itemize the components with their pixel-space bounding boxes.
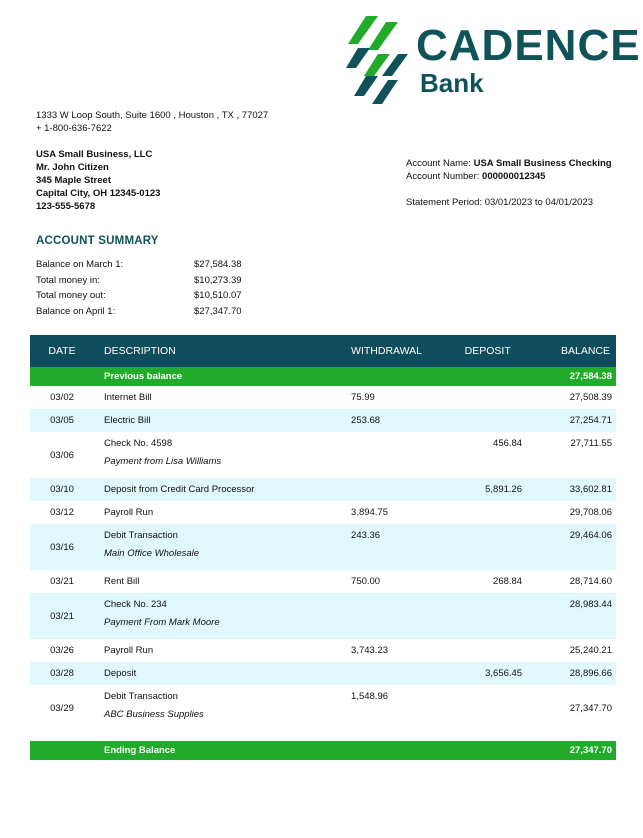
row-description-cell xyxy=(94,593,341,639)
row-deposit xyxy=(453,639,522,662)
account-info xyxy=(406,157,612,183)
customer-block xyxy=(36,148,160,213)
row-balance: 27,508.39 xyxy=(522,386,616,409)
transactions-table xyxy=(30,335,616,760)
account-summary-title: ACCOUNT SUMMARY xyxy=(36,235,159,247)
statement-period-value: 03/01/2023 to 04/01/2023 xyxy=(484,197,593,208)
row-description: Debit Transaction xyxy=(104,691,178,702)
row-description: Check No. 234 xyxy=(104,599,167,610)
table-row xyxy=(30,593,616,639)
row-deposit xyxy=(453,501,522,524)
row-description: Internet Bill xyxy=(94,386,341,409)
row-balance: 28,983.44 xyxy=(522,593,616,639)
row-balance: 29,464.06 xyxy=(522,524,616,570)
row-withdrawal: 1,548.96 xyxy=(341,685,453,731)
row-deposit xyxy=(453,524,522,570)
bank-logo xyxy=(344,14,641,106)
row-description: Check No. 4598 xyxy=(104,438,173,449)
row-description-cell xyxy=(94,432,341,478)
summary-label: Total money in: xyxy=(36,274,100,286)
ending-balance-label: Ending Balance xyxy=(94,741,341,760)
row-deposit: 456.84 xyxy=(453,432,522,478)
previous-balance-row xyxy=(30,367,616,386)
row-date: 03/28 xyxy=(30,662,94,685)
row-date: 03/05 xyxy=(30,409,94,432)
table-row xyxy=(30,501,616,524)
bank-address-line: 1333 W Loop South, Suite 1600 , Houston , TX , 77027 xyxy=(36,110,269,121)
row-sub-description: Payment From Mark Moore xyxy=(104,617,220,628)
header-balance: BALANCE xyxy=(522,335,616,367)
table-row xyxy=(30,570,616,593)
account-name-label: Account Name: xyxy=(406,158,471,169)
customer-phone: 123-555-5678 xyxy=(36,201,96,212)
account-summary xyxy=(36,259,254,321)
row-sub-description: ABC Business Supplies xyxy=(104,709,204,720)
customer-city: Capital City, OH 12345-0123 xyxy=(36,188,161,199)
customer-name: Mr. John Citizen xyxy=(36,162,109,173)
row-withdrawal: 75.99 xyxy=(341,386,453,409)
row-withdrawal xyxy=(341,662,453,685)
statement-period-label: Statement Period: xyxy=(406,197,483,208)
account-name: USA Small Business Checking xyxy=(473,158,612,169)
row-date: 03/29 xyxy=(30,685,94,731)
row-date: 03/21 xyxy=(30,570,94,593)
table-row xyxy=(30,386,616,409)
row-deposit xyxy=(453,593,522,639)
ending-balance-value: 27,347.70 xyxy=(522,741,616,760)
row-withdrawal xyxy=(341,478,453,501)
header-deposit: DEPOSIT xyxy=(453,335,522,367)
row-withdrawal: 3,894.75 xyxy=(341,501,453,524)
row-balance: 29,708.06 xyxy=(522,501,616,524)
previous-balance-value: 27,584.38 xyxy=(522,367,616,386)
row-balance: 33,602.81 xyxy=(522,478,616,501)
summary-label: Total money out: xyxy=(36,290,106,301)
summary-value: $10,510.07 xyxy=(194,290,242,301)
header-description: DESCRIPTION xyxy=(94,335,341,367)
row-description: Deposit xyxy=(94,662,341,685)
previous-balance-label: Previous balance xyxy=(94,367,341,386)
row-description: Debit Transaction xyxy=(104,530,178,541)
table-row xyxy=(30,409,616,432)
summary-label: Balance on March 1: xyxy=(36,259,124,270)
row-date: 03/21 xyxy=(30,593,94,639)
row-deposit: 268.84 xyxy=(453,570,522,593)
header-date: DATE xyxy=(30,335,94,367)
table-spacer xyxy=(30,731,616,741)
row-date: 03/26 xyxy=(30,639,94,662)
bank-name: CADENCE xyxy=(416,21,641,70)
row-balance: 28,896.66 xyxy=(522,662,616,685)
summary-value: $10,273.39 xyxy=(194,274,242,286)
row-balance: 27,254.71 xyxy=(522,409,616,432)
row-deposit: 3,656.45 xyxy=(453,662,522,685)
row-description: Payroll Run xyxy=(94,639,341,662)
row-deposit: 5,891.26 xyxy=(453,478,522,501)
bank-subname: Bank xyxy=(420,68,484,98)
row-date: 03/02 xyxy=(30,386,94,409)
table-row xyxy=(30,432,616,478)
table-row xyxy=(30,662,616,685)
row-description-cell xyxy=(94,524,341,570)
row-description: Payroll Run xyxy=(94,501,341,524)
row-balance: 28,714.60 xyxy=(522,570,616,593)
row-withdrawal: 253.68 xyxy=(341,409,453,432)
table-header-row xyxy=(30,335,616,367)
account-number: 000000012345 xyxy=(482,171,546,182)
row-description: Rent Bill xyxy=(94,570,341,593)
row-withdrawal: 243.36 xyxy=(341,524,453,570)
bank-phone: + 1-800-636-7622 xyxy=(36,123,112,134)
summary-row xyxy=(36,259,254,275)
row-date: 03/06 xyxy=(30,432,94,478)
table-row xyxy=(30,685,616,731)
row-date: 03/12 xyxy=(30,501,94,524)
bank-address xyxy=(36,109,268,135)
row-deposit xyxy=(453,685,522,731)
account-number-line xyxy=(406,170,612,183)
row-balance: 25,240.21 xyxy=(522,639,616,662)
row-withdrawal: 3,743.23 xyxy=(341,639,453,662)
row-withdrawal: 750.00 xyxy=(341,570,453,593)
row-balance: 27,711.55 xyxy=(522,432,616,478)
customer-company: USA Small Business, LLC xyxy=(36,149,153,160)
row-sub-description: Payment from Lisa Williams xyxy=(104,456,222,467)
row-deposit xyxy=(453,409,522,432)
row-sub-description: Main Office Wholesale xyxy=(104,548,200,559)
table-row xyxy=(30,478,616,501)
cadence-leaf-icon xyxy=(344,14,408,106)
row-description: Deposit from Credit Card Processor xyxy=(94,478,341,501)
summary-row xyxy=(36,306,254,322)
row-description: Electric Bill xyxy=(94,409,341,432)
row-date: 03/16 xyxy=(30,524,94,570)
summary-label: Balance on April 1: xyxy=(36,305,116,317)
row-description-cell xyxy=(94,685,341,731)
row-withdrawal xyxy=(341,432,453,478)
row-date: 03/10 xyxy=(30,478,94,501)
account-name-line xyxy=(406,157,612,170)
header-withdrawal: WITHDRAWAL xyxy=(341,335,453,367)
table-row xyxy=(30,639,616,662)
summary-row xyxy=(36,290,254,306)
account-number-label: Account Number: xyxy=(406,171,480,182)
row-withdrawal xyxy=(341,593,453,639)
customer-street: 345 Maple Street xyxy=(36,175,111,186)
table-row xyxy=(30,524,616,570)
summary-row xyxy=(36,275,254,291)
ending-balance-row xyxy=(30,741,616,760)
statement-period xyxy=(406,197,593,208)
row-deposit xyxy=(453,386,522,409)
row-balance: 27,347.70 xyxy=(522,685,616,731)
summary-value: $27,584.38 xyxy=(194,259,242,270)
summary-value: $27,347.70 xyxy=(194,305,242,317)
